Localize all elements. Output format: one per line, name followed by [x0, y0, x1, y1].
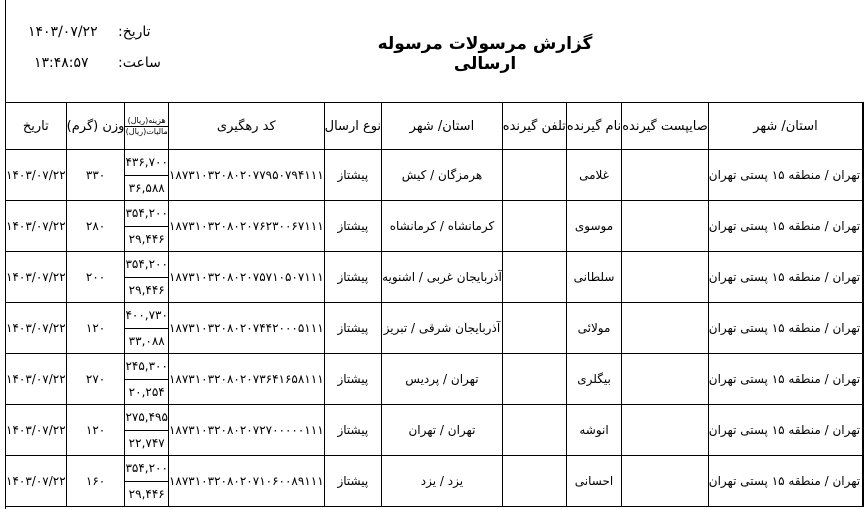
table-row	[6, 456, 864, 507]
cell-site	[622, 405, 709, 456]
table-row	[6, 405, 864, 456]
col-type: نوع ارسال	[324, 103, 381, 150]
date-label: تاریخ:	[118, 24, 151, 40]
col-cost-label: هزینه(ریال)	[125, 116, 168, 127]
cell-origin: تهران / منطقه ۱۵ پستی تهران	[708, 354, 862, 405]
cell-tracking: ۱۸۷۳۱۰۳۲۰۸۰۲۰۷۳۶۴۱۶۵۸۱۱۱	[168, 354, 324, 405]
cell-name: مولائی	[566, 303, 621, 354]
cell-cost-value: ۲۴۵,۳۰۰	[125, 354, 168, 380]
cell-origin: تهران / منطقه ۱۵ پستی تهران	[708, 252, 862, 303]
col-dest: استان/ شهر	[382, 103, 503, 150]
cell-origin: تهران / منطقه ۱۵ پستی تهران	[708, 456, 862, 507]
cell-edge	[863, 150, 864, 201]
cell-dest: آذربایجان شرقی / تبریز	[382, 303, 503, 354]
cell-date: ۱۴۰۳/۰۷/۲۲	[6, 201, 67, 252]
cell-name: بیگلری	[566, 354, 621, 405]
table-header-row	[6, 103, 864, 150]
cell-dest: کرمانشاه / کرمانشاه	[382, 201, 503, 252]
cell-tracking: ۱۸۷۳۱۰۳۲۰۸۰۲۰۷۱۰۶۰۰۸۹۱۱۱	[168, 456, 324, 507]
cell-type: پیشتاز	[324, 150, 381, 201]
cell-tracking: ۱۸۷۳۱۰۳۲۰۸۰۲۰۷۶۲۳۰۰۶۷۱۱۱	[168, 201, 324, 252]
col-edge	[863, 103, 864, 150]
cell-name: غلامی	[566, 150, 621, 201]
cell-site	[622, 150, 709, 201]
cell-site	[622, 456, 709, 507]
col-origin: استان/ شهر	[708, 103, 862, 150]
cell-cost	[125, 405, 169, 456]
cell-edge	[863, 405, 864, 456]
cell-date: ۱۴۰۳/۰۷/۲۲	[6, 405, 67, 456]
cell-cost	[125, 456, 169, 507]
cell-edge	[863, 354, 864, 405]
col-name: نام گیرنده	[566, 103, 621, 150]
cell-cost	[125, 150, 169, 201]
table-row	[6, 201, 864, 252]
cell-cost-value: ۳۵۴,۲۰۰	[125, 201, 168, 227]
cell-site	[622, 303, 709, 354]
cell-phone	[502, 150, 566, 201]
cell-weight: ۱۲۰	[66, 405, 125, 456]
cell-origin: تهران / منطقه ۱۵ پستی تهران	[708, 405, 862, 456]
cell-date: ۱۴۰۳/۰۷/۲۲	[6, 252, 67, 303]
cell-date: ۱۴۰۳/۰۷/۲۲	[6, 303, 67, 354]
cell-phone	[502, 456, 566, 507]
cell-edge	[863, 456, 864, 507]
table-row	[6, 354, 864, 405]
cell-edge	[863, 303, 864, 354]
cell-date: ۱۴۰۳/۰۷/۲۲	[6, 354, 67, 405]
table-row	[6, 303, 864, 354]
cell-type: پیشتاز	[324, 201, 381, 252]
cell-weight: ۲۸۰	[66, 201, 125, 252]
cell-type: پیشتاز	[324, 303, 381, 354]
cell-origin: تهران / منطقه ۱۵ پستی تهران	[708, 201, 862, 252]
cell-tracking: ۱۸۷۳۱۰۳۲۰۸۰۲۰۷۴۴۲۰۰۰۵۱۱۱	[168, 303, 324, 354]
cell-cost-value: ۳۵۴,۲۰۰	[125, 252, 168, 278]
cell-origin: تهران / منطقه ۱۵ پستی تهران	[708, 150, 862, 201]
table-row	[6, 150, 864, 201]
cell-tracking: ۱۸۷۳۱۰۳۲۰۸۰۲۰۷۷۹۵۰۷۹۴۱۱۱	[168, 150, 324, 201]
date-value: ۱۴۰۳/۰۷/۲۲	[28, 24, 98, 40]
cell-dest: تهران / تهران	[382, 405, 503, 456]
cell-tax-value: ۲۹,۴۴۶	[128, 486, 165, 501]
cell-tax-value: ۲۹,۴۴۶	[128, 282, 165, 297]
cell-site	[622, 354, 709, 405]
col-weight: وزن (گرم)	[66, 103, 125, 150]
cell-dest: تهران / پردیس	[382, 354, 503, 405]
cell-edge	[863, 201, 864, 252]
col-tracking: کد رهگیری	[168, 103, 324, 150]
cell-cost	[125, 303, 169, 354]
cell-weight: ۱۲۰	[66, 303, 125, 354]
cell-name: احسانی	[566, 456, 621, 507]
cell-tax-value: ۲۰,۲۵۴	[128, 384, 165, 399]
cell-cost	[125, 252, 169, 303]
report-title: گزارش مرسولات مرسوله ارسالی	[377, 34, 593, 74]
cell-edge	[863, 252, 864, 303]
cell-phone	[502, 303, 566, 354]
cell-cost-value: ۲۷۵,۴۹۵	[125, 405, 168, 431]
cell-tracking: ۱۸۷۳۱۰۳۲۰۸۰۲۰۷۵۷۱۰۵۰۷۱۱۱	[168, 252, 324, 303]
cell-name: انوشه	[566, 405, 621, 456]
cell-tax-value: ۲۹,۴۴۶	[128, 231, 165, 246]
time-label: ساعت:	[118, 55, 161, 71]
cell-cost-value: ۳۵۴,۲۰۰	[125, 456, 168, 482]
time-value: ۱۳:۴۸:۵۷	[34, 55, 89, 71]
cell-dest: یزد / یزد	[382, 456, 503, 507]
cell-weight: ۲۷۰	[66, 354, 125, 405]
cell-site	[622, 252, 709, 303]
cell-name: سلطانی	[566, 252, 621, 303]
cell-tax-value: ۳۳,۰۸۸	[128, 333, 165, 348]
cell-date: ۱۴۰۳/۰۷/۲۲	[6, 150, 67, 201]
cell-origin: تهران / منطقه ۱۵ پستی تهران	[708, 303, 862, 354]
cell-cost-value: ۴۳۶,۷۰۰	[125, 150, 168, 176]
shipments-table	[5, 102, 864, 507]
cell-phone	[502, 405, 566, 456]
cell-weight: ۲۰۰	[66, 252, 125, 303]
cell-tax-value: ۲۲,۷۴۷	[128, 435, 165, 450]
cell-dest: هرمزگان / کیش	[382, 150, 503, 201]
cell-type: پیشتاز	[324, 354, 381, 405]
col-tax-label: مالیات(ریال)	[125, 126, 168, 136]
cell-type: پیشتاز	[324, 252, 381, 303]
cell-cost	[125, 354, 169, 405]
col-date: تاریخ	[6, 103, 67, 150]
cell-phone	[502, 354, 566, 405]
col-cost	[125, 103, 169, 150]
table-row	[6, 252, 864, 303]
cell-tracking: ۱۸۷۳۱۰۳۲۰۸۰۲۰۷۲۷۰۰۰۰۰۱۱۱	[168, 405, 324, 456]
cell-cost-value: ۴۰۰,۷۳۰	[125, 303, 168, 329]
col-site: صایپست گیرنده	[622, 103, 709, 150]
cell-tax-value: ۳۶,۵۸۸	[128, 180, 165, 195]
cell-type: پیشتاز	[324, 405, 381, 456]
cell-phone	[502, 201, 566, 252]
cell-site	[622, 201, 709, 252]
cell-type: پیشتاز	[324, 456, 381, 507]
col-phone: تلفن گیرنده	[502, 103, 566, 150]
cell-dest: آذربایجان غربی / اشنویه	[382, 252, 503, 303]
cell-date: ۱۴۰۳/۰۷/۲۲	[6, 456, 67, 507]
cell-name: موسوی	[566, 201, 621, 252]
cell-cost	[125, 201, 169, 252]
cell-phone	[502, 252, 566, 303]
cell-weight: ۳۳۰	[66, 150, 125, 201]
cell-weight: ۱۶۰	[66, 456, 125, 507]
